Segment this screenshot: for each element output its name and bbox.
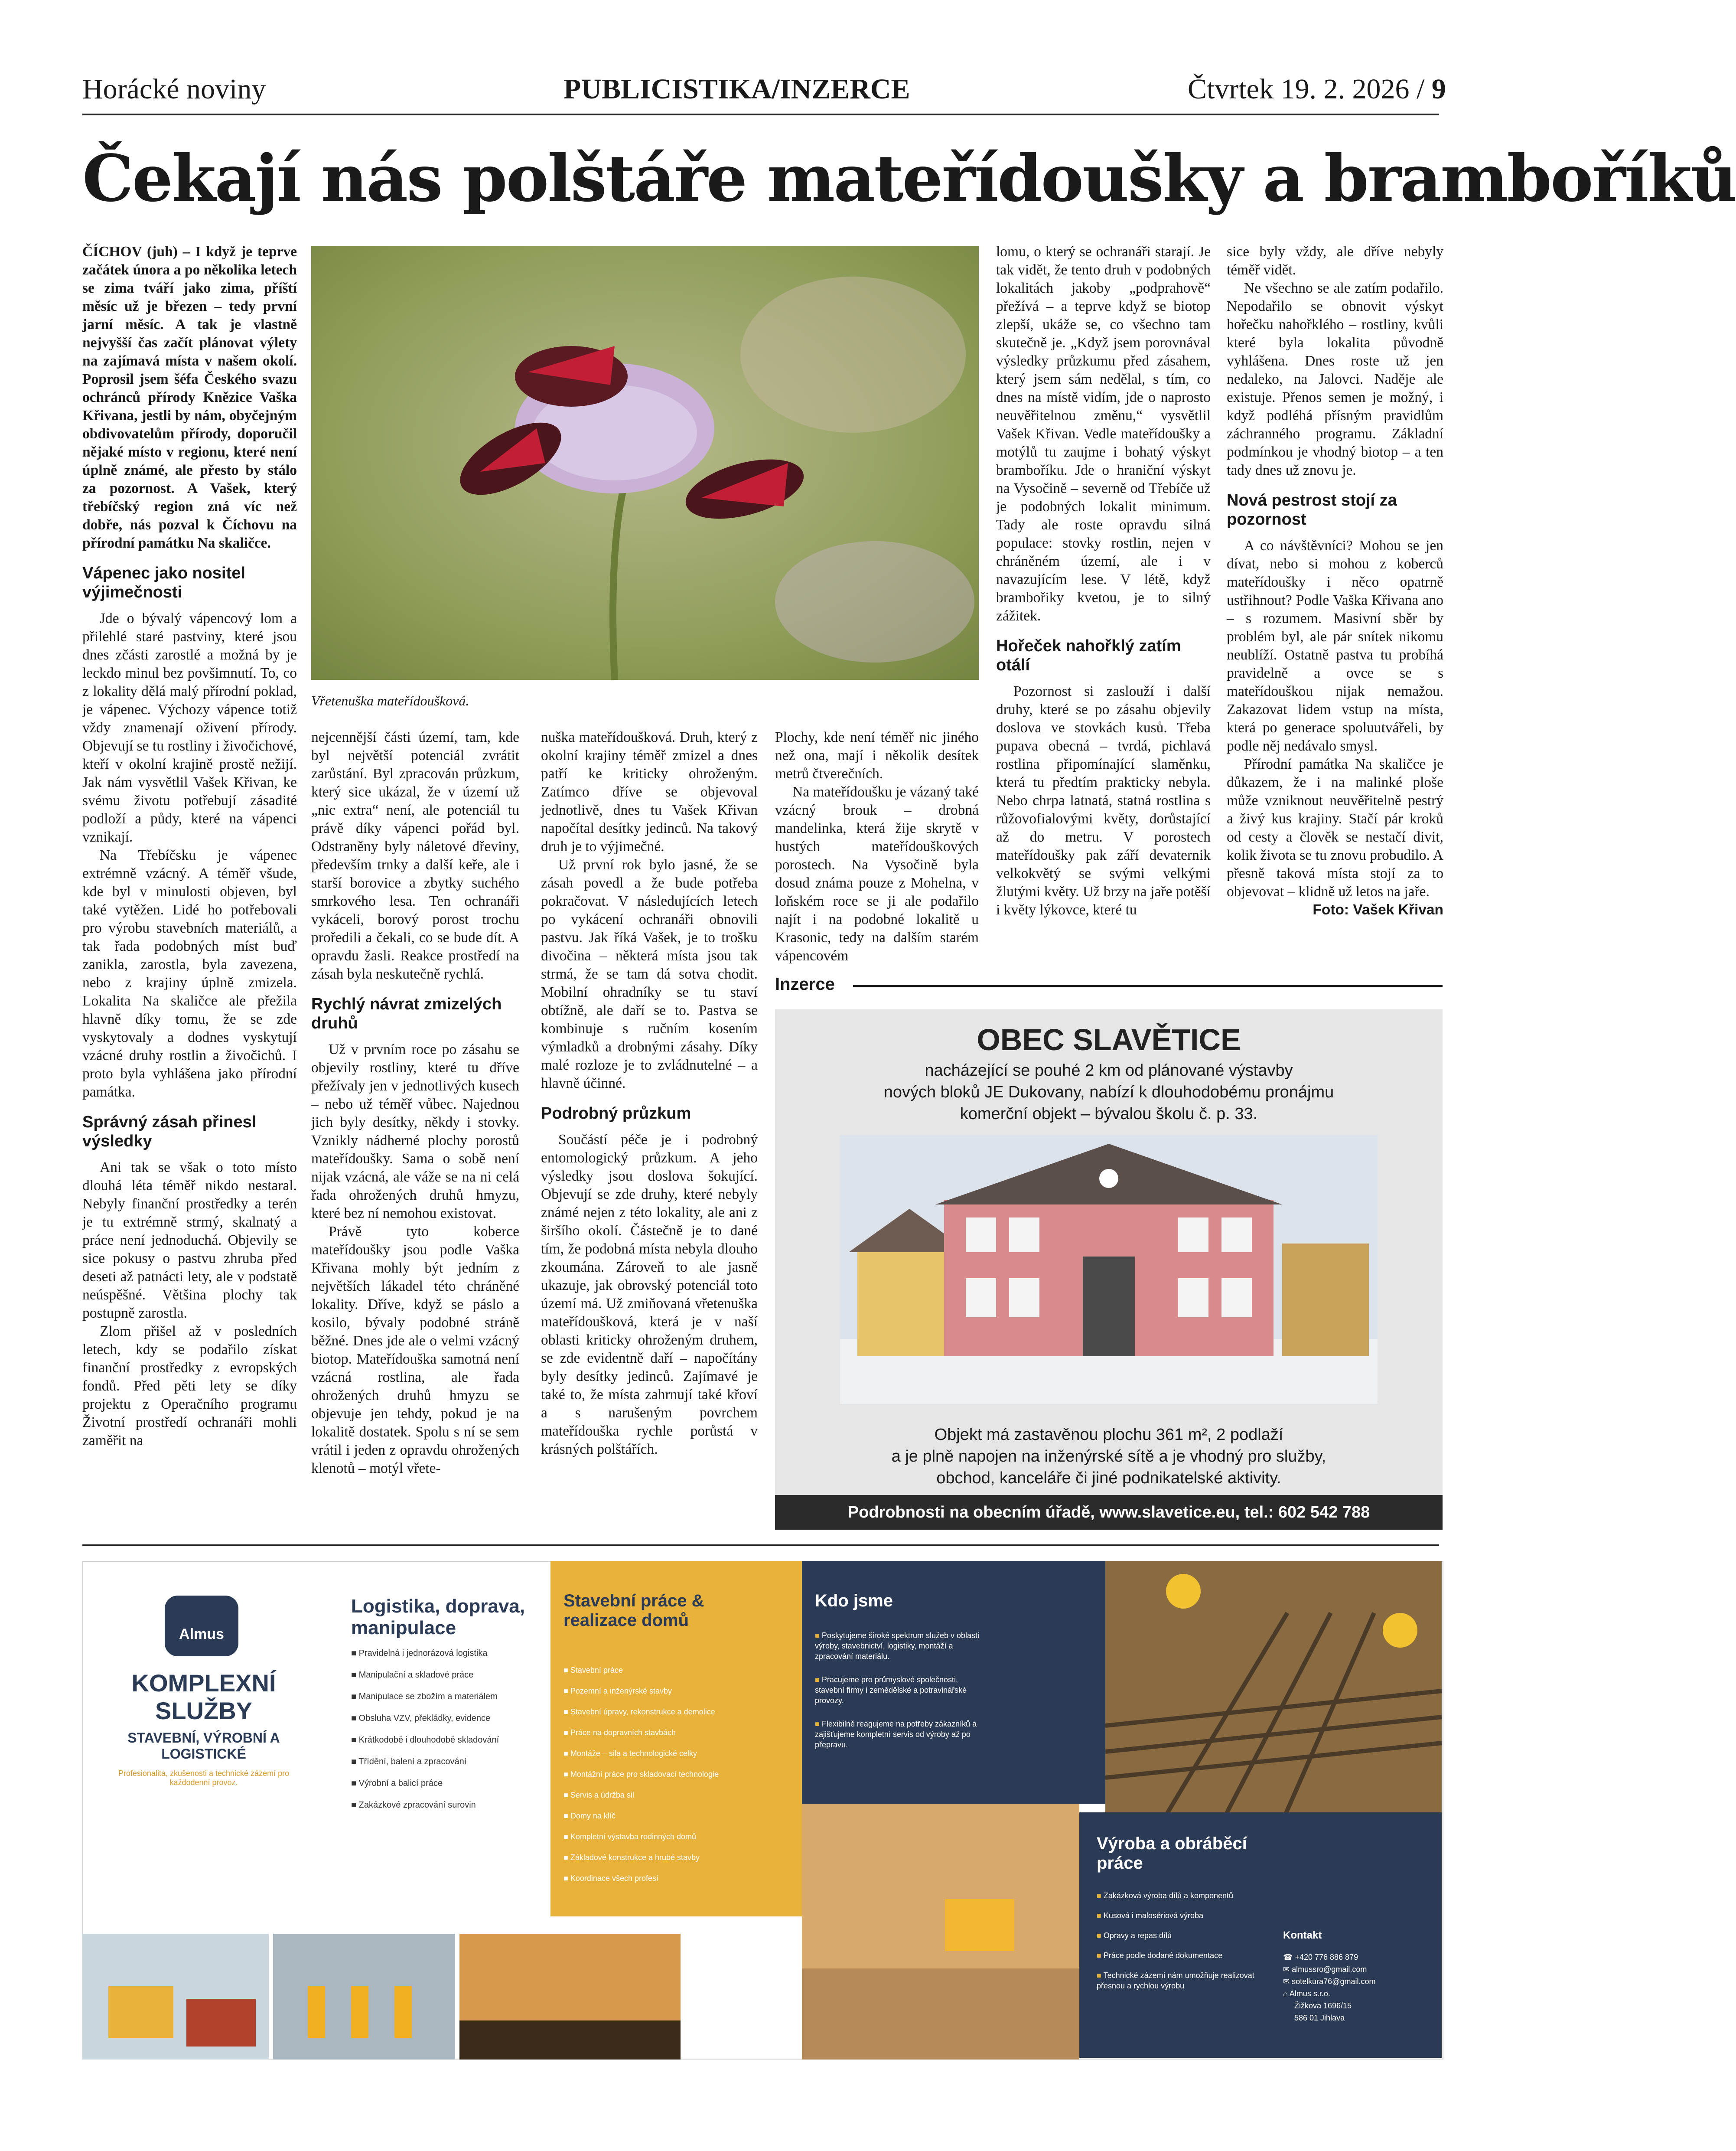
ad-title: OBEC SLAVĚTICE bbox=[977, 1023, 1241, 1057]
list-item: ■ Práce na dopravních stavbách bbox=[563, 1728, 676, 1737]
construction-photo bbox=[1105, 1561, 1442, 1830]
list-item: ■ Pracujeme pro průmyslové společnosti, stavební firmy i zemědělské a potravinářské provozy. bbox=[815, 1675, 967, 1705]
list-item: ■ Třídění, balení a zpracování bbox=[351, 1757, 467, 1766]
almus-logo bbox=[165, 1596, 238, 1656]
list-item: ■ Pravidelná i jednorázová logistika bbox=[351, 1648, 488, 1658]
subheading: Hořeček nahořklý zatím otálí bbox=[996, 637, 1181, 674]
list-item: ■ Domy na klíč bbox=[563, 1812, 616, 1820]
paragraph: Už v prvním roce po zásahu se objevily rostliny, které tu dříve přežívaly jen v jednotlivých kusech – nebo už téměř vůbec. Najednou jich byly desítky, někdy i stovky. Vznikly nádherné plochy porostů mateřídoušky. Sama o sobě není nijak vzácná, ale váže se na ni celá řada ohrožených druhů hmyzu, které bez ní nemohou existovat. bbox=[311, 1041, 519, 1221]
photo-credit: Foto: Vašek Křivan bbox=[1313, 902, 1443, 918]
almus-tagline: Profesionalita, zkušenosti a technické zázemí pro každodenní provoz. bbox=[118, 1769, 290, 1787]
list-item: ■ Zakázkové zpracování surovin bbox=[351, 1800, 476, 1810]
list-item: ■ Výrobní a balicí práce bbox=[351, 1779, 443, 1788]
vyroba-title: Výroba a obráběcí práce bbox=[1097, 1834, 1247, 1873]
email-icon: ✉ bbox=[1283, 1965, 1290, 1974]
list-item: ■ Základové konstrukce a hrubé stavby bbox=[563, 1853, 700, 1862]
article-column-3 bbox=[541, 728, 758, 1459]
logistika-list bbox=[351, 1648, 542, 1821]
paragraph: Přírodní památka Na skaličce je důkazem, že i na malinké ploše může vzniknout neuvěřitelně pestrý a živý kus krajiny. Stačí pár kroků od cesty a člověk se nestačí divit, kolik života se tu znovu probudilo. A přesně taková místa stojí za to objevovat – klidně už letos na jaře. bbox=[1227, 756, 1443, 900]
paragraph: Jde o bývalý vápencový lom a přilehlé staré pastviny, které jsou dnes zčásti zarostlé a možná by je leckdo minul bez povšimnutí. To, co z lokality dělá malý přírodní poklad, je vápenec. Výchozy vápence totiž vždy znamenají oživení přírody. Objevují se tu rostliny i živočichové, kteří v okolní krajině prostě nežijí. Jak nám vysvětlil Vašek Křivan, ke svému životu potřebují zásadité podloží a půdy, které na vápenci vznikají. bbox=[82, 610, 297, 845]
article-column-4-upper bbox=[996, 243, 1211, 919]
paper-name: Horácké noviny bbox=[82, 73, 266, 105]
stavebni-title: Stavební práce & realizace domů bbox=[563, 1591, 704, 1630]
headline: Čekají nás polštáře mateřídoušky a bramboříků bbox=[82, 140, 1736, 216]
paragraph: Ne všechno se ale zatím podařilo. Nepodařilo se obnovit výskyt hořečku nahořklého – rostliny, kvůli které byla lokalita původně vyhlášena. Dnes roste už jen nedaleko, na Jalovci. Naděje ale existuje. Přenos semen je možný, i když podléhá přísným pravidlům záchranného programu. Základní podmínkou je vhodný biotop – a ten tady dnes už znovu je. bbox=[1227, 280, 1443, 478]
school-building-photo bbox=[840, 1135, 1378, 1404]
paragraph: Ani tak se však o toto místo dlouhá léta téměř nikdo nestaral. Nebyly finanční prostředky a terén je tu extrémně strmý, skalnatý a práce není jednoduchá. Objevily se sice pokusy o pastvu zhruba před deseti až patnácti lety, ale v podstatě neúspěšné. Většina plochy tak postupně zarostla. bbox=[82, 1159, 297, 1321]
ad-body: obchod, kanceláře či jiné podnikatelské aktivity. bbox=[936, 1469, 1281, 1487]
section-title: PUBLICISTIKA/INZERCE bbox=[563, 73, 910, 105]
date-text: Čtvrtek 19. 2. 2026 / bbox=[1188, 73, 1425, 105]
subheading: Podrobný průzkum bbox=[541, 1104, 691, 1123]
logistika-title: Logistika, doprava, manipulace bbox=[351, 1596, 525, 1639]
article-column-4-lower bbox=[775, 728, 979, 965]
paragraph: A co návštěvníci? Mohou se jen dívat, nebo si mohou z koberců mateřídoušky i něco opatrně ustřihnout? Podle Vaška Křivana ano – s rozumem. Masivní sběr by problém byl, ale pár snítek nikomu neublíží. Ostatně pastva tu probíhá pravidelně a ovce se s mateřídouškou nijak nemažou. Zakazovat lidem vstup na místa, která po generace spoluutvářeli, by podle něj nedávalo smysl. bbox=[1227, 538, 1443, 754]
article-lead: ČÍCHOV (juh) – I když je teprve začátek února a po několika letech se zima tváří jako zima, příští měsíc už je březen – tedy první jarní měsíc. A tak je vlastně nejvyšší čas začít plánovat výlety na zajímavá místa v našem okolí. Poprosil jsem šéfa Českého svazu ochránců přírody Knězice Vaška Křivana, jestli by nám, obyčejným obdivovatelům přírody, doporučil nějaké místo v regionu, které není úplně známé, ale přesto by stálo za pozornost. A Vašek, který třebíčský region zná víc než dobře, nás pozval k Číchovu na přírodní památku Na skaličce. bbox=[82, 244, 297, 551]
location-icon: ⌂ bbox=[1283, 1989, 1288, 1998]
ad-body: Objekt má zastavěnou plochu 361 m², 2 podlaží bbox=[934, 1426, 1283, 1444]
kontakt-title: Kontakt bbox=[1283, 1929, 1322, 1941]
subheading: Nová pestrost stojí za pozornost bbox=[1227, 491, 1397, 529]
moth-on-flower-photo bbox=[311, 246, 979, 680]
address-line: Žižkova 1696/15 bbox=[1294, 2001, 1352, 2010]
vyroba-list bbox=[1097, 1890, 1261, 2001]
almus-subtitle: STAVEBNÍ, VÝROBNÍ A LOGISTICKÉ bbox=[127, 1730, 280, 1762]
paragraph: nejcennější části území, tam, kde byl největší potenciál zvrátit zarůstání. Byl zpracován průzkum, který sice ukázal, že v území už „nic extra“ není, ale potenciál tu právě díky vápenci pořád byl. Odstraněny byly náletové dřeviny, především trnky a další keře, ale i starší borovice a zbytky suchého smrkového lesa. Ten ochranáři vykáceli, borový porost trochu proředili a čekali, co se bude dít. A opravdu žasli. Reakce prostředí na zásah byla neskutečně rychlá. bbox=[311, 729, 519, 982]
list-item: ■ Obsluha VZV, překládky, evidence bbox=[351, 1714, 491, 1723]
list-item: ■ Krátkodobé i dlouhodobé skladování bbox=[351, 1735, 499, 1745]
phone-line: ☎ +420 776 886 879 bbox=[1283, 1953, 1358, 1962]
paragraph: Pozornost si zaslouží i další druhy, které se po zásahu objevily doslova ve stovkách kusů. Třeba pupava obecná – tvrdá, pichlavá rostlina připomínající slaměnku, která tu předtím prakticky nebyla. Nebo chrpa latnatá, statná rostlina s růžovofialovými květy, dorůstající až do metru. V porostech mateřídoušky pak září devaternik velkokvětý se svými velkými žlutými květy. Už brzy na jaře potěší i květy lýkovce, které tu bbox=[996, 683, 1211, 918]
ad-almus bbox=[82, 1561, 1443, 2060]
list-item: ■ Kusová i malosériová výroba bbox=[1097, 1911, 1203, 1920]
address-line: 586 01 Jihlava bbox=[1294, 2014, 1345, 2022]
paragraph: Součástí péče je i podrobný entomologický průzkum. A jeho výsledky jsou doslova šokující. Objevují se zde druhy, které nebyly známé nejen z této lokality, ale ani z širšího okolí. Částečně je to dané tím, že podobná místa nebyla dlouho zkoumána. Zároveň to ale jasně ukazuje, jak obrovský potenciál toto území má. Už zmiňovaná vřetenuška mateřídoušková, která je v naší oblasti kriticky ohroženým druhem, se zde evidentně daří – napočítány byly desítky jedinců. Zajímavé je také to, že místa zahrnují také křoví a s narušeným povrchem mateřídouška rychle porůstá v krásných polštářích. bbox=[541, 1132, 758, 1457]
excavator-photo bbox=[802, 1804, 1079, 2060]
list-item: ■ Práce podle dodané dokumentace bbox=[1097, 1951, 1223, 1960]
list-item: ■ Manipulace se zbožím a materiálem bbox=[351, 1692, 498, 1701]
email-line: ✉ sotelkura76@gmail.com bbox=[1283, 1977, 1376, 1986]
list-item: ■ Montážní práce pro skladovací technologie bbox=[563, 1770, 719, 1779]
paragraph: Plochy, kde není téměř nic jiného než ona, mají i několik desítek metrů čtverečních. bbox=[775, 729, 979, 782]
almus-title: KOMPLEXNÍ SLUŽBY bbox=[131, 1669, 276, 1724]
inzerce-rule bbox=[853, 985, 1443, 987]
email-icon: ✉ bbox=[1283, 1977, 1290, 1986]
list-item: ■ Pozemní a inženýrské stavby bbox=[563, 1687, 672, 1695]
kontakt-list bbox=[1283, 1951, 1430, 2024]
list-item: ■ Flexibilně reagujeme na potřeby zákazníků a zajišťujeme kompletní servis od výroby až po přepravu. bbox=[815, 1720, 977, 1749]
list-item: ■ Zakázková výroba dílů a komponentů bbox=[1097, 1891, 1234, 1900]
ad-footer: Podrobnosti na obecním úřadě, www.slavetice.eu, tel.: 602 542 788 bbox=[775, 1495, 1443, 1530]
issue-date bbox=[1188, 73, 1446, 106]
inzerce-label: Inzerce bbox=[775, 975, 835, 994]
paragraph: nuška mateřídoušková. Druh, který z okolní krajiny téměř zmizel a dnes patří ke kriticky ohroženým. Zatímco dříve se objevoval jednotlivě, dnes tu Vašek Křivan napočítal desítky jedinců. Na takový druh je to výjimečné. bbox=[541, 729, 758, 855]
article-column-1 bbox=[82, 243, 297, 1450]
list-item: ■ Stavební úpravy, rekonstrukce a demolice bbox=[563, 1707, 715, 1716]
address-line: ⌂ Almus s.r.o. bbox=[1283, 1989, 1330, 1998]
email-line: ✉ almussro@gmail.com bbox=[1283, 1965, 1367, 1974]
paragraph: Na mateřídoušku je vázaný také vzácný brouk – drobná mandelinka, která žije skrytě v hustých mateřídouškových porostech. Na Vysočině byla dosud známa pouze z Mohelna, v loňském roce se ji ale podařilo najít i na podobné lokalitě u Krasonic, tedy na dalším starém vápencovém bbox=[775, 784, 979, 964]
article-end-rule bbox=[82, 1544, 1439, 1546]
list-item: ■ Manipulační a skladové práce bbox=[351, 1670, 474, 1680]
kdo-list bbox=[815, 1630, 988, 1763]
list-item: ■ Servis a údržba sil bbox=[563, 1791, 634, 1799]
list-item: ■ Opravy a repas dílů bbox=[1097, 1931, 1172, 1940]
page-number: 9 bbox=[1431, 73, 1446, 105]
paragraph: Zlom přišel až v posledních letech, kdy se podařilo získat finanční prostředky z evropských fondů. Před pěti lety se díky projektu z Operačního programu Životní prostředí ochranáři mohli zaměřit na bbox=[82, 1323, 297, 1449]
logo-text: Almus bbox=[179, 1626, 224, 1642]
header-rule bbox=[82, 114, 1439, 115]
phone-icon: ☎ bbox=[1283, 1953, 1293, 1962]
paragraph: sice byly vždy, ale dříve nebyly téměř vidět. bbox=[1227, 244, 1443, 278]
article-column-2 bbox=[311, 728, 519, 1478]
ad-body: a je plně napojen na inženýrské sítě a je vhodný pro služby, bbox=[891, 1447, 1326, 1466]
list-item: ■ Technické zázemí nám umožňuje realizovat přesnou a rychlou výrobu bbox=[1097, 1971, 1254, 1990]
paragraph: lomu, o který se ochranáři starají. Je tak vidět, že tento druh v podobných lokalitách jakoby „podprahově“ přežívá – a teprve když se biotop zlepší, ukáže se, co všechno tam skutečně je. „Když jsem porovnával výsledky průzkumu před zásahem, který jsem sám nedělal, s tím, co dnes na místě vidím, jde o naprosto neuvěřitelnou změnu,“ vysvětlil Vašek Křivan. Vedle mateřídoušky a motýlů tu zaujme i bohatý výskyt bramboříku. Jde o hraniční výskyt na Vysočině – severně od Třebíče už je podobných lokalit minimum. Tady ale roste opravdu silná populace: stovky rostlin, nejen v chráněném území, ale i v navazujícím lese. V létě, když brambořiky kvetou, je to silný zážitek. bbox=[996, 244, 1211, 624]
subheading: Rychlý návrat zmizelých druhů bbox=[311, 995, 502, 1032]
subheading: Správný zásah přinesl výsledky bbox=[82, 1113, 257, 1150]
paragraph: Na Třebíčsku je vápenec extrémně vzácný. A téměř všude, kde byl v minulosti objeven, byl také vytěžen. Lidé ho potřebovali pro výrobu stavebních materiálů, a tak řada podobných míst buď zanikla, zarostla, byla zavezena, nebo z krajiny úplně zmizela. Lokalita Na skaličce ale přežila hlavně díky tomu, že se zde vyskytovaly a dodnes vyskytují vzácné druhy rostlin a živočichů. I proto byla vyhlášena jako přírodní památka. bbox=[82, 847, 297, 1100]
list-item: ■ Montáže – sila a technologické celky bbox=[563, 1749, 697, 1758]
ad-line: nových bloků JE Dukovany, nabízí k dlouhodobému pronájmu bbox=[883, 1083, 1334, 1101]
list-item: ■ Kompletní výstavba rodinných domů bbox=[563, 1832, 697, 1841]
subheading: Vápenec jako nositel výjimečnosti bbox=[82, 564, 245, 601]
bottom-photos bbox=[82, 1934, 681, 2060]
ad-line: komerční objekt – bývalou školu č. p. 33. bbox=[960, 1105, 1258, 1123]
stavebni-list bbox=[563, 1665, 789, 1894]
article-column-5 bbox=[1227, 243, 1443, 919]
ad-line: nacházející se pouhé 2 km od plánované výstavby bbox=[925, 1061, 1293, 1080]
paragraph: Už první rok bylo jasné, že se zásah povedl a že bude potřeba pokračovat. V následujících letech po vykácení ochranáři obnovili pastvu. Jak říká Vašek, je to trošku divočina – některá místa jsou tak strmá, že se tam dá sotva chodit. Mobilní ohradníky se tu staví obtížně, ale daří se to. Pastva se kombinuje s ručním kosením výmladků a drobnými zásahy. Díky malé rozloze je to zvládnutelné – a hlavně účinné. bbox=[541, 857, 758, 1091]
article-photo bbox=[311, 246, 979, 680]
paragraph: Právě tyto koberce mateřídoušky jsou podle Vaška Křivana mohly být jedním z největších lákadel této chráněné lokality. Dříve, když se páslo a kosilo, bývaly podobné stráně běžné. Dnes jde ale o velmi vzácný biotop. Mateřídouška samotná není vzácná rostlina, ale řada ohrožených druhů hmyzu se objevuje jen tehdy, pokud je na lokalitě dostatek. Spolu s ní se sem vrátil i jeden z opravdu ohrožených klenotů – motýl vřete- bbox=[311, 1224, 519, 1476]
list-item: ■ Stavební práce bbox=[563, 1666, 623, 1674]
list-item: ■ Poskytujeme široké spektrum služeb v oblasti výroby, stavebnictví, logistiky, montáží a zpracování materiálu. bbox=[815, 1631, 980, 1661]
photo-caption: Vřetenuška mateřídoušková. bbox=[311, 693, 469, 708]
list-item: ■ Koordinace všech profesí bbox=[563, 1874, 658, 1883]
kdo-title: Kdo jsme bbox=[815, 1591, 893, 1610]
ad-slavetice bbox=[775, 1009, 1443, 1530]
